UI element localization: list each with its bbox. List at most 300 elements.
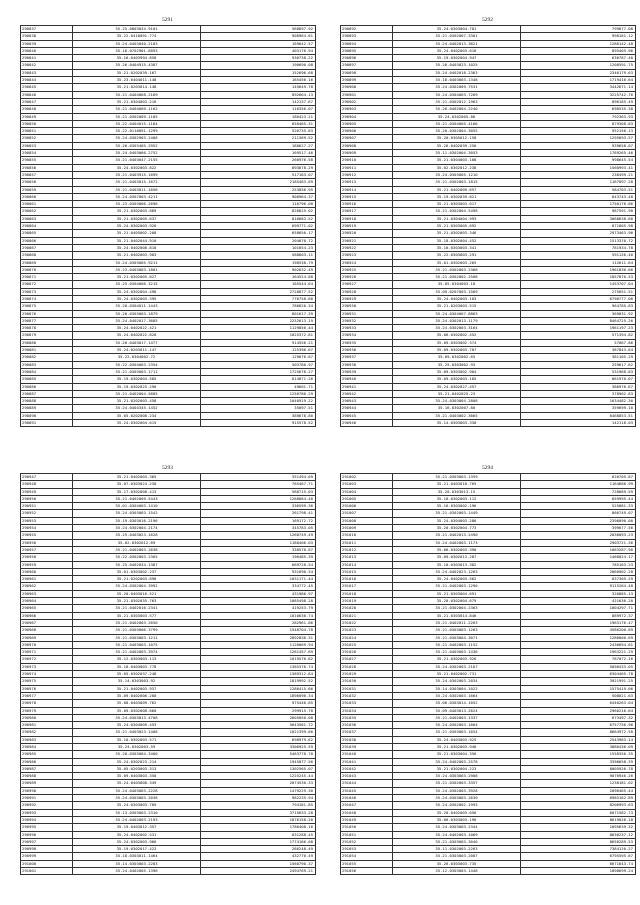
row-id-cell: 290973 [21,663,73,670]
row-value-cell: 403176.94 [201,47,316,54]
row-value-cell: 568715.03 [201,488,316,495]
row-id-cell: 290996 [21,831,73,838]
table-row [341,135,636,142]
table-row [341,685,636,692]
row-value-cell: 238499.21 [521,171,636,178]
row-value-cell: 266976.58 [201,157,316,164]
row-id-cell: 290936 [341,347,393,354]
row-id-cell: 291009 [341,525,393,532]
row-value-cell: 116796.08 [201,201,316,208]
row-code-cell: 35.11.0302003.2263 [393,846,521,853]
row-id-cell: 291015 [341,568,393,575]
row-code-cell: 35.21.0404009.1162 [73,106,201,113]
row-code-cell: 35.21.0302009.1185 [73,113,201,120]
row-code-cell: 35.25.0403023.1628 [73,532,201,539]
row-id-cell: 290959 [21,561,73,568]
table-row [21,722,316,729]
row-value-cell: 1268084.48 [201,495,316,502]
row-value-cell: 584703.51 [521,186,636,193]
table-row [21,405,316,412]
row-value-cell: 1010636.74 [201,612,316,619]
row-id-cell: 290922 [341,244,393,251]
row-value-cell: 387843.64 [521,347,636,354]
row-id-cell: 290875 [21,303,73,310]
row-value-cell: 2494769.21 [201,868,316,875]
row-code-cell: 35.21.0303003.2087 [393,853,521,860]
table-row [341,576,636,583]
row-code-cell: 35.22.0418091.774 [73,33,201,40]
row-value-cell: 896185.49 [521,98,636,105]
row-code-cell: 35.20.0302004.773 [393,525,521,532]
row-value-cell: 145649.78 [201,84,316,91]
row-code-cell: 35.21.0303003.617 [393,201,521,208]
table-row [341,208,636,215]
table-row [21,838,316,845]
row-value-cell: 786820.34 [201,303,316,310]
row-value-cell: 3306925.59 [201,743,316,750]
row-value-cell: 1389312.84 [201,671,316,678]
row-value-cell: 889972.37 [521,612,636,619]
table-row [341,106,636,113]
table-row [341,751,636,758]
row-code-cell: 35.21.0303003.1263 [393,627,521,634]
table-row [21,398,316,405]
row-id-cell: 290965 [21,605,73,612]
table-row [21,193,316,200]
table-row [341,361,636,368]
table-row [21,55,316,62]
row-value-cell: 180423.21 [201,113,316,120]
row-value-cell: 1385376.74 [201,663,316,670]
row-value-cell: 915578.52 [201,420,316,427]
row-code-cell: 35.24.0203011.147 [73,347,201,354]
row-id-cell: 290938 [341,361,393,368]
row-id-cell: 290942 [341,390,393,397]
row-id-cell: 291056 [341,868,393,875]
table-row [21,150,316,157]
row-code-cell: 35.21.0402003.1337 [393,714,521,721]
row-code-cell: 35.24.0302003.59 [73,743,201,750]
row-id-cell: 291034 [341,707,393,714]
table-row [341,868,636,875]
row-value-cell: 1898699.24 [521,868,636,875]
row-value-cell: 792363.93 [521,113,636,120]
row-id-cell: 290848 [21,106,73,113]
row-id-cell: 290840 [21,47,73,54]
table-row [341,634,636,641]
row-code-cell: 35.21.0402002.731 [393,671,521,678]
row-id-cell: 290855 [21,157,73,164]
row-id-cell: 291028 [341,663,393,670]
table-row [341,120,636,127]
row-code-cell: 35.02.0302012.238 [393,164,521,171]
row-id-cell: 291037 [341,729,393,736]
row-value-cell: 3921991.25 [521,678,636,685]
row-value-cell: 211369.52 [201,135,316,142]
sheet-top-left [20,15,315,427]
table-row [341,539,636,546]
row-code-cell: 35.14.0303004.1022 [393,685,521,692]
table-row [341,201,636,208]
row-id-cell: 290899 [341,77,393,84]
table-row [21,368,316,375]
row-id-cell: 291016 [341,576,393,583]
table-row [21,474,316,481]
table-row [341,84,636,91]
row-code-cell: 35.06.0302002.452 [393,332,521,339]
row-id-cell: 290845 [21,84,73,91]
table-row [341,398,636,405]
row-code-cell: 35.24.0303003.2630 [393,795,521,802]
row-value-cell: 3396658.39 [521,758,636,765]
row-id-cell: 290988 [21,773,73,780]
row-code-cell: 35.12.0303003.1448 [393,868,521,875]
table-row [341,671,636,678]
row-value-cell: 2436694.61 [521,641,636,648]
table-row [341,113,636,120]
row-code-cell: 35.24.0402005.1396 [73,868,201,875]
row-id-cell: 290839 [21,40,73,47]
row-id-cell: 290886 [21,383,73,390]
row-code-cell: 35.24.0302003.2167 [393,663,521,670]
row-code-cell: 35.20.0303004.3400 [73,751,201,758]
row-code-cell: 35.23.0403003.1801 [73,266,201,273]
row-value-cell: 1260749.49 [201,532,316,539]
row-id-cell: 290890 [21,412,73,419]
row-id-cell: 291006 [341,503,393,510]
row-code-cell: 35.24.0402018.2363 [393,69,521,76]
table-row [21,288,316,295]
data-table [340,473,636,875]
table-row [21,824,316,831]
table-row [341,281,636,288]
row-value-cell: 1019576.82 [201,656,316,663]
row-id-cell: 290928 [341,288,393,295]
table-row [21,546,316,553]
table-row [21,656,316,663]
row-code-cell: 35.24.0302027.457 [393,383,521,390]
row-code-cell: 35.21.0403003.1075 [73,641,201,648]
row-id-cell: 291018 [341,590,393,597]
row-code-cell: 35.14.0303003.330 [393,420,521,427]
table-row [21,510,316,517]
row-id-cell: 290900 [341,84,393,91]
row-id-cell: 290949 [21,488,73,495]
row-id-cell: 290844 [21,77,73,84]
table-row [341,142,636,149]
row-code-cell: 35.19.0302039.821 [393,193,521,200]
row-code-cell: 35.09.0403013.2624 [393,707,521,714]
row-id-cell: 290880 [21,339,73,346]
row-code-cell: 35.05.0302037.248 [73,671,201,678]
row-id-cell: 290856 [21,164,73,171]
row-code-cell: 35.24.0402003.1173 [393,539,521,546]
row-code-cell: 35.09.0303002.374 [393,339,521,346]
row-code-cell: 35.21.0402044.910 [73,237,201,244]
table-row [21,809,316,816]
row-code-cell: 35.24.0302003.2034 [393,678,521,685]
row-id-cell: 290990 [21,787,73,794]
table-row [21,619,316,626]
row-code-cell: 35.21.0303003.1359 [393,474,521,481]
row-value-cell: 8005926.78 [521,765,636,772]
row-value-cell: 1575419.06 [521,685,636,692]
row-value-cell: 431986.97 [201,590,316,597]
table-row [21,106,316,113]
row-value-cell: 1945877.56 [201,758,316,765]
row-code-cell: 35.23.0404011.148 [73,77,201,84]
row-id-cell: 290991 [21,795,73,802]
table-row [341,619,636,626]
row-id-cell: 290872 [21,281,73,288]
row-code-cell: 35.11.0302004.3053 [393,150,521,157]
table-row [21,765,316,772]
row-code-cell: 35.20.0303003.1879 [73,310,201,317]
row-id-cell: 291046 [341,795,393,802]
row-value-cell: 9115264.48 [521,583,636,590]
table-row [21,77,316,84]
table-row [341,303,636,310]
table-row [341,824,636,831]
table-row [341,809,636,816]
row-value-cell: 982235.94 [201,795,316,802]
row-id-cell: 290980 [21,714,73,721]
row-value-cell: 893678.29 [201,164,316,171]
table-row [21,590,316,597]
row-id-cell: 290909 [341,150,393,157]
table-row [21,237,316,244]
table-row [21,503,316,510]
row-id-cell: 290901 [341,91,393,98]
row-code-cell: 35.21.0303005.692 [393,223,521,230]
row-value-cell: 6671643.74 [521,860,636,867]
row-code-cell: 35.22.0304003.2354 [73,361,201,368]
row-code-cell: 35.20.0302004.679 [393,598,521,605]
row-id-cell: 290866 [21,237,73,244]
row-code-cell: 35.25.0304006.3215 [73,281,201,288]
row-value-cell: 2396090.00 [521,517,636,524]
row-id-cell: 290962 [21,583,73,590]
row-id-cell: 291013 [341,554,393,561]
row-value-cell: 8664972.58 [521,729,636,736]
row-id-cell: 291026 [341,649,393,656]
row-value-cell: 2960216.64 [521,707,636,714]
row-id-cell: 290930 [341,303,393,310]
row-id-cell: 290975 [21,678,73,685]
row-value-cell: 2074530.33 [201,780,316,787]
row-id-cell: 290882 [21,354,73,361]
row-code-cell: 35.24.0402008.818 [73,244,201,251]
row-value-cell: 1302565.07 [201,765,316,772]
row-id-cell: 290983 [21,736,73,743]
row-value-cell: 2060902.28 [521,568,636,575]
row-value-cell: 728689.59 [521,488,636,495]
table-row [21,339,316,346]
table-row [21,539,316,546]
row-value-cell: 253856.95 [201,186,316,193]
row-code-cell: 35.21.0402025.23 [393,390,521,397]
row-value-cell: 399677.56 [521,525,636,532]
table-row [341,802,636,809]
row-id-cell: 290893 [341,33,393,40]
row-code-cell: 35.21.0402003.365 [73,474,201,481]
row-id-cell: 290994 [21,816,73,823]
row-code-cell: 35.21.0302003.2366 [393,266,521,273]
row-code-cell: 35.21.0303003.3040 [393,838,521,845]
row-id-cell: 290944 [341,405,393,412]
row-id-cell: 291049 [341,816,393,823]
table-row [21,846,316,853]
row-id-cell: 290897 [341,62,393,69]
row-code-cell: 35.19.0303016.2196 [73,517,201,524]
row-code-cell: 35.21.0303006.3799 [73,627,201,634]
row-value-cell: 275651.51 [521,288,636,295]
row-value-cell: 6304465.78 [521,671,636,678]
row-id-cell: 290945 [341,412,393,419]
table-row [21,598,316,605]
row-code-cell: 35.24.0402013.3621 [393,40,521,47]
row-code-cell: 35.06.0303003.196 [393,816,521,823]
row-code-cell: 35.20.0403016.521 [73,590,201,597]
row-code-cell: 35.21.0302002.2508 [393,274,521,281]
row-value-cell: 861970.07 [521,376,636,383]
row-code-cell: 35.09.0207003.1569 [393,288,521,295]
row-code-cell: 35.24.0403040.2183 [73,40,201,47]
table-row [341,590,636,597]
table-row [21,554,316,561]
row-value-cell: 987591.98 [521,208,636,215]
table-row [21,142,316,149]
row-code-cell: 35.24.0302004.2174 [73,525,201,532]
row-id-cell: 290918 [341,215,393,222]
row-code-cell: 35.14.0303003.2283 [73,860,201,867]
row-code-cell: 35.21.0402003.2638 [73,546,201,553]
table-row [21,266,316,273]
table-row [21,179,316,186]
row-id-cell: 290921 [341,237,393,244]
table-row [21,751,316,758]
row-id-cell: 290904 [341,113,393,120]
row-id-cell: 290989 [21,780,73,787]
row-id-cell: 291030 [341,678,393,685]
table-row [21,295,316,302]
row-id-cell: 290870 [21,266,73,273]
table-row [21,860,316,867]
table-row [341,525,636,532]
table-row [341,62,636,69]
row-id-cell: 290903 [341,106,393,113]
row-code-cell: 35.21.0302003.889 [73,208,201,215]
row-value-cell: 1634482.30 [521,398,636,405]
row-id-cell: 291029 [341,671,393,678]
row-code-cell: 35.24.0302003.395 [73,295,201,302]
row-code-cell: 35.19.0302004.585 [73,376,201,383]
row-code-cell: 35.22.0304002.72 [73,354,201,361]
row-id-cell: 290857 [21,171,73,178]
table-row [21,576,316,583]
row-code-cell: 35.21.0202003.458 [73,398,201,405]
row-id-cell: 290981 [21,722,73,729]
row-id-cell: 290869 [21,259,73,266]
row-value-cell: 49601.71 [201,383,316,390]
table-row [21,700,316,707]
row-id-cell: 290999 [21,853,73,860]
row-id-cell: 290948 [21,481,73,488]
row-code-cell: 35.24.0303003.2344 [393,824,521,831]
table-row [21,787,316,794]
row-id-cell: 290867 [21,244,73,251]
table-row [341,259,636,266]
row-code-cell: 35.18.0303011.1464 [73,853,201,860]
table-row [341,405,636,412]
row-value-cell: 785163.23 [521,561,636,568]
row-id-cell: 290956 [21,539,73,546]
table-row [21,274,316,281]
row-value-cell: 1208591.75 [521,62,636,69]
row-value-cell: 169517.46 [201,150,316,157]
row-code-cell: 35.18.0403003.1348 [393,77,521,84]
table-row [21,215,316,222]
row-id-cell: 290841 [21,55,73,62]
row-value-cell: 1126069.94 [201,641,316,648]
row-value-cell: 1063287.90 [521,546,636,553]
table-row [21,33,316,40]
row-value-cell: 1558356.35 [521,751,636,758]
row-id-cell: 290968 [21,627,73,634]
table-row [341,157,636,164]
row-code-cell: 35.24.0402023.1263 [393,568,521,575]
row-id-cell: 290908 [341,142,393,149]
row-id-cell: 290919 [341,223,393,230]
row-code-cell: 35.21.0303004.3071 [393,634,521,641]
row-id-cell: 290871 [21,274,73,281]
row-value-cell: 2185463.69 [201,179,316,186]
row-value-cell: 699771.02 [201,223,316,230]
row-id-cell: 290985 [21,751,73,758]
row-id-cell: 291038 [341,736,393,743]
table-row [21,186,316,193]
table-row [341,780,636,787]
row-value-cell: 866749.07 [521,510,636,517]
row-id-cell: 291005 [341,495,393,502]
row-id-cell: 290894 [341,40,393,47]
row-value-cell: 626705.87 [521,474,636,481]
row-id-cell: 290862 [21,208,73,215]
row-value-cell: 2096465.44 [521,787,636,794]
row-id-cell: 290887 [21,390,73,397]
row-id-cell: 290873 [21,288,73,295]
row-value-cell: 525881.33 [521,503,636,510]
row-value-cell: 419253.79 [201,605,316,612]
row-code-cell: 35.08.0403009.762 [73,700,201,707]
row-code-cell: 35.21.0302012.1963 [393,98,521,105]
row-code-cell: 35.21.0302003.1449 [393,510,521,517]
row-code-cell: 35.16.0702901.6893 [73,47,201,54]
table-row [341,223,636,230]
row-id-cell: 290970 [21,641,73,648]
row-code-cell: 35.21.0402009.5443 [73,495,201,502]
row-value-cell: 2036093.23 [521,532,636,539]
row-value-cell: 669728.54 [201,561,316,568]
table-row [341,215,636,222]
table-row [21,259,316,266]
row-code-cell: 35.01.0302003.265 [393,259,521,266]
row-code-cell: 35.24.0303003.2038 [73,795,201,802]
row-id-cell: 290889 [21,405,73,412]
row-value-cell: 892664.13 [201,91,316,98]
row-code-cell: 35.21.0302004.223 [393,765,521,772]
row-id-cell: 290964 [21,598,73,605]
